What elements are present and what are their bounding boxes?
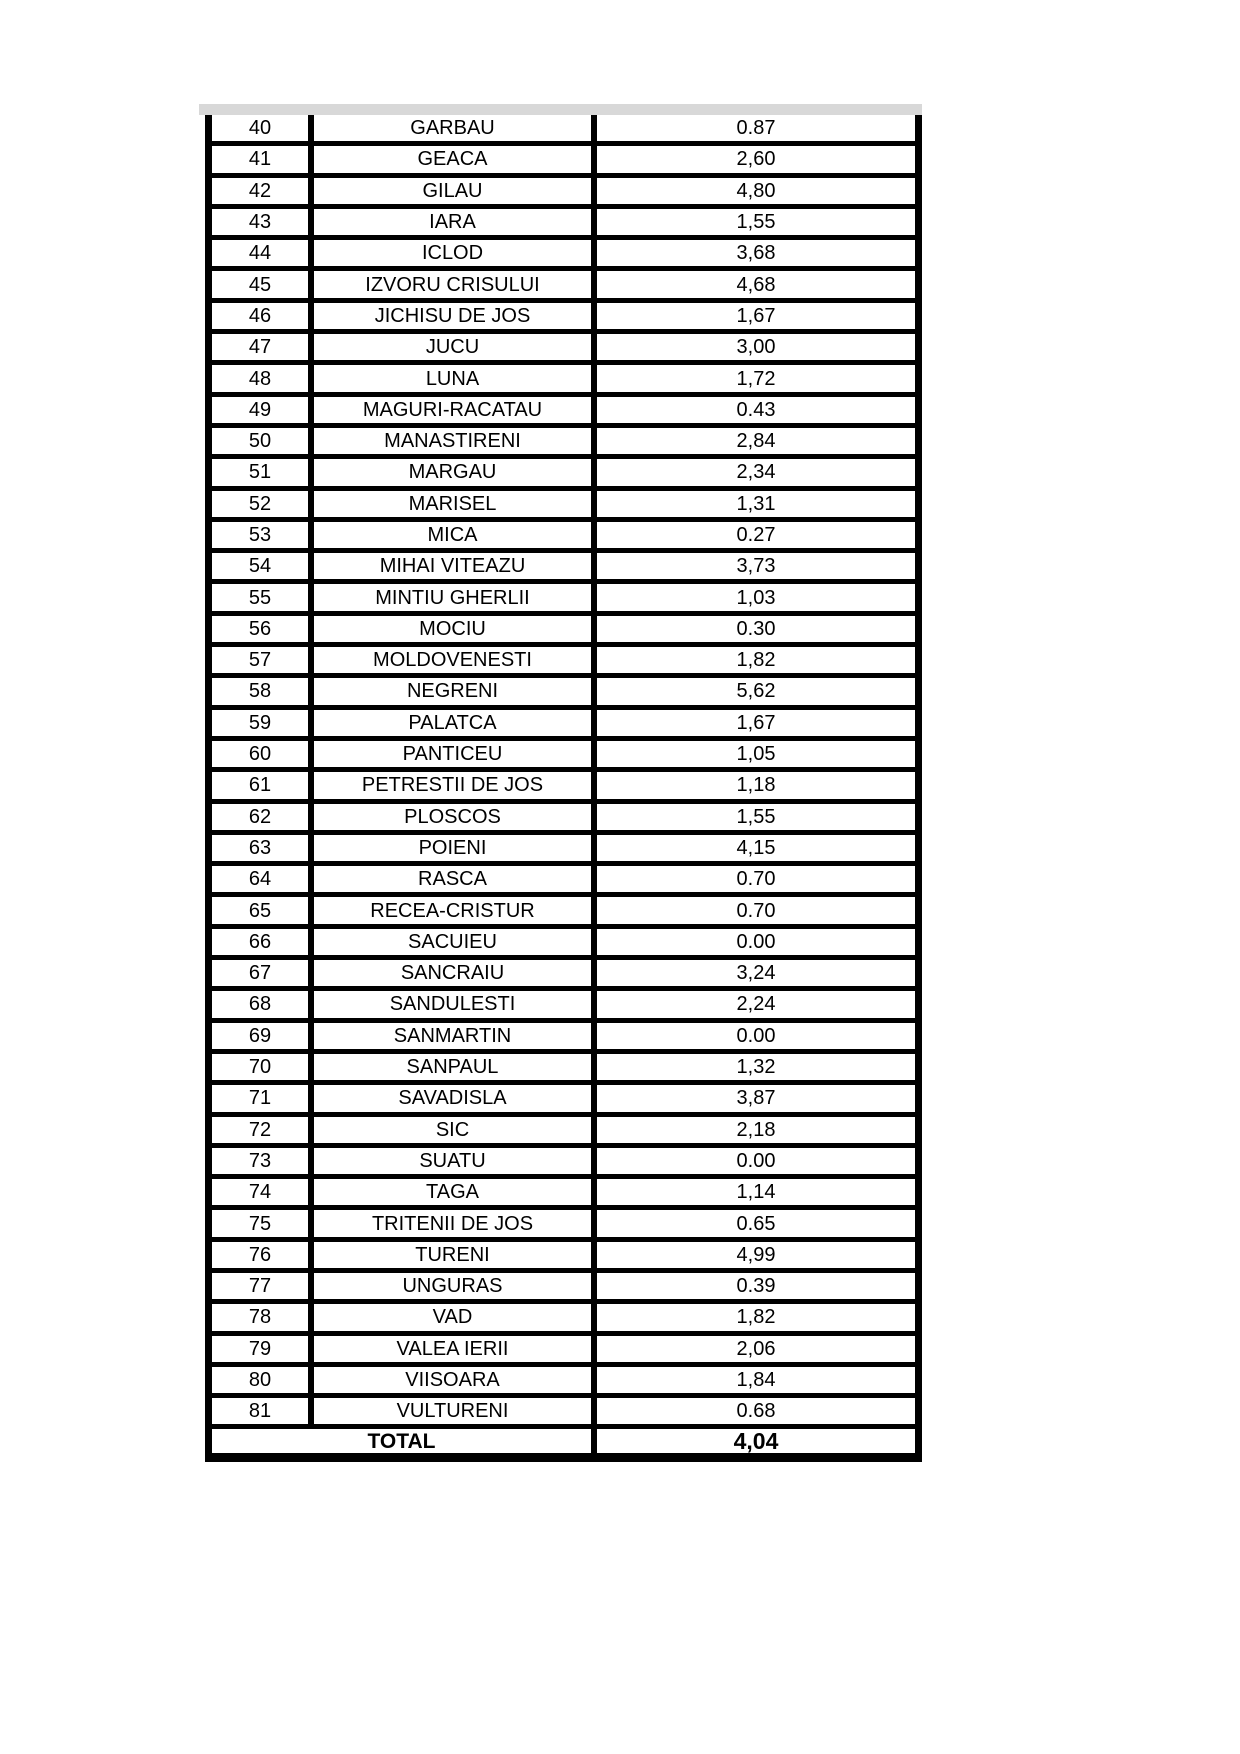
row-number-cell: 60 <box>212 741 314 767</box>
table-row <box>212 365 915 396</box>
table-row <box>212 1179 915 1210</box>
row-value-cell: 1,31 <box>736 492 776 515</box>
commune-name-cell: SANMARTIN <box>314 1023 597 1049</box>
table-row <box>212 678 915 709</box>
row-value-cell: 0.30 <box>736 617 776 640</box>
table-total-row <box>212 1429 915 1453</box>
table-row <box>212 584 915 615</box>
row-value-cell: 1,84 <box>736 1369 776 1392</box>
commune-name-cell: SACUIEU <box>314 929 597 955</box>
table-row <box>212 334 915 365</box>
commune-name-cell: SAVADISLA <box>314 1085 597 1111</box>
commune-name-cell: PALATCA <box>314 710 597 736</box>
row-value-cell: 3,24 <box>736 962 776 985</box>
row-number-cell: 77 <box>212 1273 314 1299</box>
table-row <box>212 178 915 209</box>
row-value-cell: 0.27 <box>736 524 776 546</box>
table-row <box>212 522 915 553</box>
row-number-cell: 55 <box>212 584 314 610</box>
table-row <box>212 1304 915 1335</box>
row-number-cell: 66 <box>212 929 314 955</box>
row-value-cell: 4,80 <box>736 179 776 202</box>
commune-name-cell: TURENI <box>314 1242 597 1268</box>
row-number-cell: 64 <box>212 866 314 892</box>
row-number-cell: 40 <box>212 115 314 141</box>
total-value: 4,04 <box>733 1429 779 1454</box>
row-value-cell: 0.00 <box>736 930 776 953</box>
commune-name-cell: TRITENII DE JOS <box>314 1210 597 1236</box>
row-value-cell: 2,84 <box>736 430 776 453</box>
row-value-cell: 1,67 <box>736 304 776 327</box>
commune-name-cell: PLOSCOS <box>314 804 597 830</box>
row-value-cell: 2,60 <box>736 148 776 171</box>
commune-name-cell: SUATU <box>314 1148 597 1174</box>
row-number-cell: 58 <box>212 678 314 704</box>
table-row <box>212 397 915 428</box>
table-row <box>212 491 915 522</box>
commune-name-cell: MOCIU <box>314 616 597 642</box>
table-continuation-strip <box>199 104 922 115</box>
table-row <box>212 804 915 835</box>
row-number-cell: 74 <box>212 1179 314 1205</box>
row-number-cell: 47 <box>212 334 314 360</box>
table-row <box>212 209 915 240</box>
table-row <box>212 1336 915 1367</box>
row-number-cell: 78 <box>212 1304 314 1330</box>
table-row <box>212 960 915 991</box>
commune-name-cell: MOLDOVENESTI <box>314 647 597 673</box>
commune-name-cell: TAGA <box>314 1179 597 1205</box>
row-value-cell: 2,18 <box>736 1118 776 1141</box>
commune-name-cell: IARA <box>314 209 597 235</box>
row-value-cell: 2,34 <box>736 461 776 484</box>
row-number-cell: 52 <box>212 491 314 517</box>
row-number-cell: 41 <box>212 146 314 172</box>
commune-name-cell: SANDULESTI <box>314 991 597 1017</box>
row-number-cell: 44 <box>212 240 314 266</box>
table-row <box>212 1273 915 1304</box>
commune-name-cell: GARBAU <box>314 115 597 141</box>
row-value-cell: 4,68 <box>736 273 776 296</box>
row-number-cell: 75 <box>212 1210 314 1236</box>
commune-name-cell: RASCA <box>314 866 597 892</box>
commune-name-cell: POIENI <box>314 835 597 861</box>
table-row <box>212 1054 915 1085</box>
table-body <box>212 115 915 1429</box>
row-value-cell: 1,55 <box>736 805 776 828</box>
commune-name-cell: NEGRENI <box>314 678 597 704</box>
table-row <box>212 991 915 1022</box>
row-value-cell: 4,99 <box>736 1243 776 1266</box>
commune-name-cell: MARGAU <box>314 459 597 485</box>
row-number-cell: 72 <box>212 1117 314 1143</box>
commune-name-cell: MINTIU GHERLII <box>314 584 597 610</box>
row-number-cell: 76 <box>212 1242 314 1268</box>
row-value-cell: 0.70 <box>736 899 776 922</box>
table-row <box>212 303 915 334</box>
table-row <box>212 1367 915 1398</box>
total-label: TOTAL <box>212 1429 597 1453</box>
commune-name-cell: MARISEL <box>314 491 597 517</box>
row-value-cell: 0.39 <box>736 1275 776 1298</box>
row-value-cell: 2,24 <box>736 993 776 1016</box>
commune-name-cell: SIC <box>314 1117 597 1143</box>
row-number-cell: 53 <box>212 522 314 548</box>
row-value-cell: 1,18 <box>736 774 776 797</box>
data-table <box>205 115 922 1462</box>
commune-name-cell: IZVORU CRISULUI <box>314 271 597 297</box>
table-row <box>212 428 915 459</box>
row-value-cell: 1,82 <box>736 1306 776 1329</box>
row-number-cell: 42 <box>212 178 314 204</box>
table-row <box>212 647 915 678</box>
row-value-cell: 1,03 <box>736 586 776 609</box>
table-row <box>212 553 915 584</box>
table-row <box>212 146 915 177</box>
row-value-cell: 3,73 <box>736 555 776 578</box>
commune-name-cell: RECEA-CRISTUR <box>314 897 597 923</box>
commune-name-cell: SANCRAIU <box>314 960 597 986</box>
row-number-cell: 57 <box>212 647 314 673</box>
row-number-cell: 43 <box>212 209 314 235</box>
table-row <box>212 1242 915 1273</box>
commune-name-cell: LUNA <box>314 365 597 391</box>
row-number-cell: 81 <box>212 1398 314 1424</box>
commune-name-cell: PANTICEU <box>314 741 597 767</box>
row-value-cell: 1,14 <box>736 1181 776 1204</box>
row-value-cell: 1,55 <box>736 211 776 234</box>
commune-name-cell: GEACA <box>314 146 597 172</box>
row-value-cell: 1,82 <box>736 649 776 672</box>
commune-name-cell: VIISOARA <box>314 1367 597 1393</box>
row-number-cell: 80 <box>212 1367 314 1393</box>
row-value-cell: 1,05 <box>736 743 776 766</box>
table-row <box>212 741 915 772</box>
row-value-cell: 0.87 <box>736 117 776 140</box>
row-number-cell: 59 <box>212 710 314 736</box>
row-number-cell: 79 <box>212 1336 314 1362</box>
row-value-cell: 0.43 <box>736 398 776 421</box>
row-number-cell: 71 <box>212 1085 314 1111</box>
table-row <box>212 1148 915 1179</box>
row-value-cell: 3,87 <box>736 1087 776 1110</box>
row-number-cell: 68 <box>212 991 314 1017</box>
row-number-cell: 70 <box>212 1054 314 1080</box>
row-number-cell: 73 <box>212 1148 314 1174</box>
table-row <box>212 459 915 490</box>
commune-name-cell: PETRESTII DE JOS <box>314 772 597 798</box>
commune-name-cell: VAD <box>314 1304 597 1330</box>
row-number-cell: 69 <box>212 1023 314 1049</box>
table-row <box>212 1117 915 1148</box>
commune-name-cell: MAGURI-RACATAU <box>314 397 597 423</box>
table-row <box>212 1023 915 1054</box>
row-number-cell: 67 <box>212 960 314 986</box>
row-number-cell: 63 <box>212 835 314 861</box>
table-row <box>212 616 915 647</box>
row-number-cell: 49 <box>212 397 314 423</box>
row-value-cell: 0.68 <box>736 1400 776 1423</box>
row-value-cell: 0.00 <box>736 1024 776 1047</box>
table-row <box>212 1398 915 1429</box>
table-row <box>212 772 915 803</box>
row-number-cell: 46 <box>212 303 314 329</box>
commune-name-cell: SANPAUL <box>314 1054 597 1080</box>
row-value-cell: 5,62 <box>736 680 776 703</box>
table-row <box>212 710 915 741</box>
commune-name-cell: MANASTIRENI <box>314 428 597 454</box>
table-row <box>212 1210 915 1241</box>
commune-name-cell: VALEA IERII <box>314 1336 597 1362</box>
row-number-cell: 65 <box>212 897 314 923</box>
row-number-cell: 50 <box>212 428 314 454</box>
row-number-cell: 62 <box>212 804 314 830</box>
row-value-cell: 0.65 <box>736 1212 776 1235</box>
commune-name-cell: MICA <box>314 522 597 548</box>
table-row <box>212 897 915 928</box>
table-row <box>212 866 915 897</box>
table-row <box>212 115 915 146</box>
row-number-cell: 54 <box>212 553 314 579</box>
row-value-cell: 3,68 <box>736 242 776 265</box>
row-value-cell: 3,00 <box>736 336 776 359</box>
commune-name-cell: JUCU <box>314 334 597 360</box>
table-row <box>212 835 915 866</box>
row-value-cell: 4,15 <box>736 836 776 859</box>
row-number-cell: 48 <box>212 365 314 391</box>
commune-name-cell: ICLOD <box>314 240 597 266</box>
row-value-cell: 1,67 <box>736 711 776 734</box>
row-number-cell: 56 <box>212 616 314 642</box>
row-value-cell: 2,06 <box>736 1337 776 1360</box>
commune-name-cell: JICHISU DE JOS <box>314 303 597 329</box>
row-number-cell: 61 <box>212 772 314 798</box>
table-row <box>212 1085 915 1116</box>
table-row <box>212 271 915 302</box>
row-number-cell: 45 <box>212 271 314 297</box>
commune-name-cell: MIHAI VITEAZU <box>314 553 597 579</box>
row-value-cell: 0.00 <box>736 1149 776 1172</box>
commune-name-cell: UNGURAS <box>314 1273 597 1299</box>
table-row <box>212 240 915 271</box>
row-value-cell: 0.70 <box>736 868 776 891</box>
commune-name-cell: GILAU <box>314 178 597 204</box>
commune-name-cell: VULTURENI <box>314 1398 597 1424</box>
table-row <box>212 929 915 960</box>
row-number-cell: 51 <box>212 459 314 485</box>
row-value-cell: 1,32 <box>736 1056 776 1079</box>
row-value-cell: 1,72 <box>736 367 776 390</box>
